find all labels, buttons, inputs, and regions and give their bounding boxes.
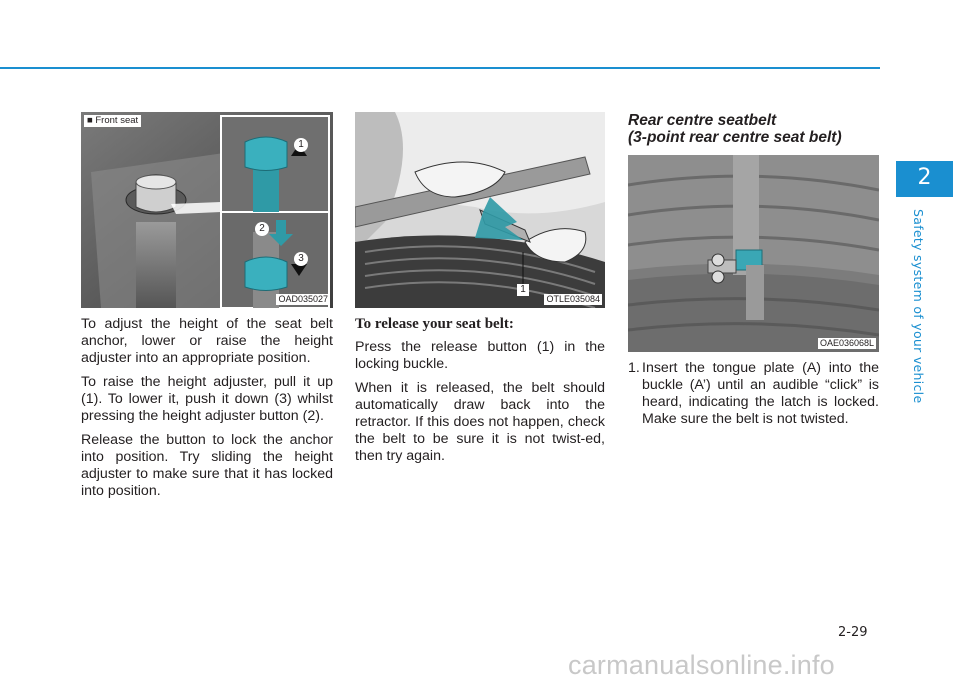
paragraph: Press the release button (1) in the locking buckle.: [355, 339, 605, 372]
callout-1: 1: [517, 284, 529, 296]
chapter-title: Safety system of your vehicle: [911, 209, 926, 404]
paragraph: When it is released, the belt should automatically draw back into the retractor. If this does not happen, check the belt to be sure it is not twist-ed, then try again.: [355, 380, 605, 464]
figure-code: OTLE035084: [546, 294, 600, 304]
section-heading: To release your seat belt:: [355, 316, 514, 332]
paragraph: To adjust the height of the seat belt anchor, lower or raise the height adjuster into an appropriate position.: [81, 316, 333, 366]
heading-line-1: Rear centre seatbelt: [628, 112, 777, 129]
heading-line-2: (3-point rear centre seat belt): [628, 129, 842, 146]
list-number: 1.: [628, 360, 640, 376]
figure-tag: ■ Front seat: [84, 115, 141, 127]
page-number: 2-29: [838, 625, 868, 640]
figure-code: OAD035027: [278, 294, 328, 304]
watermark: carmanualsonline.info: [568, 650, 835, 680]
seat-belt-release-figure: [355, 112, 605, 308]
list-item: [628, 360, 879, 428]
rear-centre-seatbelt-figure: [628, 155, 879, 352]
seat-belt-height-adjuster-figure: [81, 112, 333, 308]
list-text: Insert the tongue plate (A) into the buckle (A’) until an audible “click” is heard, indicating the latch is locked. Make sure the belt is not twisted.: [642, 360, 879, 427]
column2-text: [355, 316, 605, 472]
chapter-number: 2: [917, 165, 932, 190]
paragraph: To raise the height adjuster, pull it up (1). To lower it, push it down (3) whilst pressing the height adjuster button (2).: [81, 374, 333, 424]
callout-1: 1: [294, 138, 308, 152]
chapter-tab: [896, 161, 953, 197]
column1-text: [81, 316, 333, 507]
section-heading: [628, 112, 883, 146]
top-rule: [0, 67, 880, 69]
callout-3: 3: [294, 252, 308, 266]
figure-code: OAE036068L: [819, 338, 874, 348]
instruction-list: [628, 360, 879, 428]
callout-2: 2: [255, 222, 269, 236]
paragraph: Release the button to lock the anchor into position. Try sliding the height adjuster to make sure that it has locked into position.: [81, 432, 333, 499]
